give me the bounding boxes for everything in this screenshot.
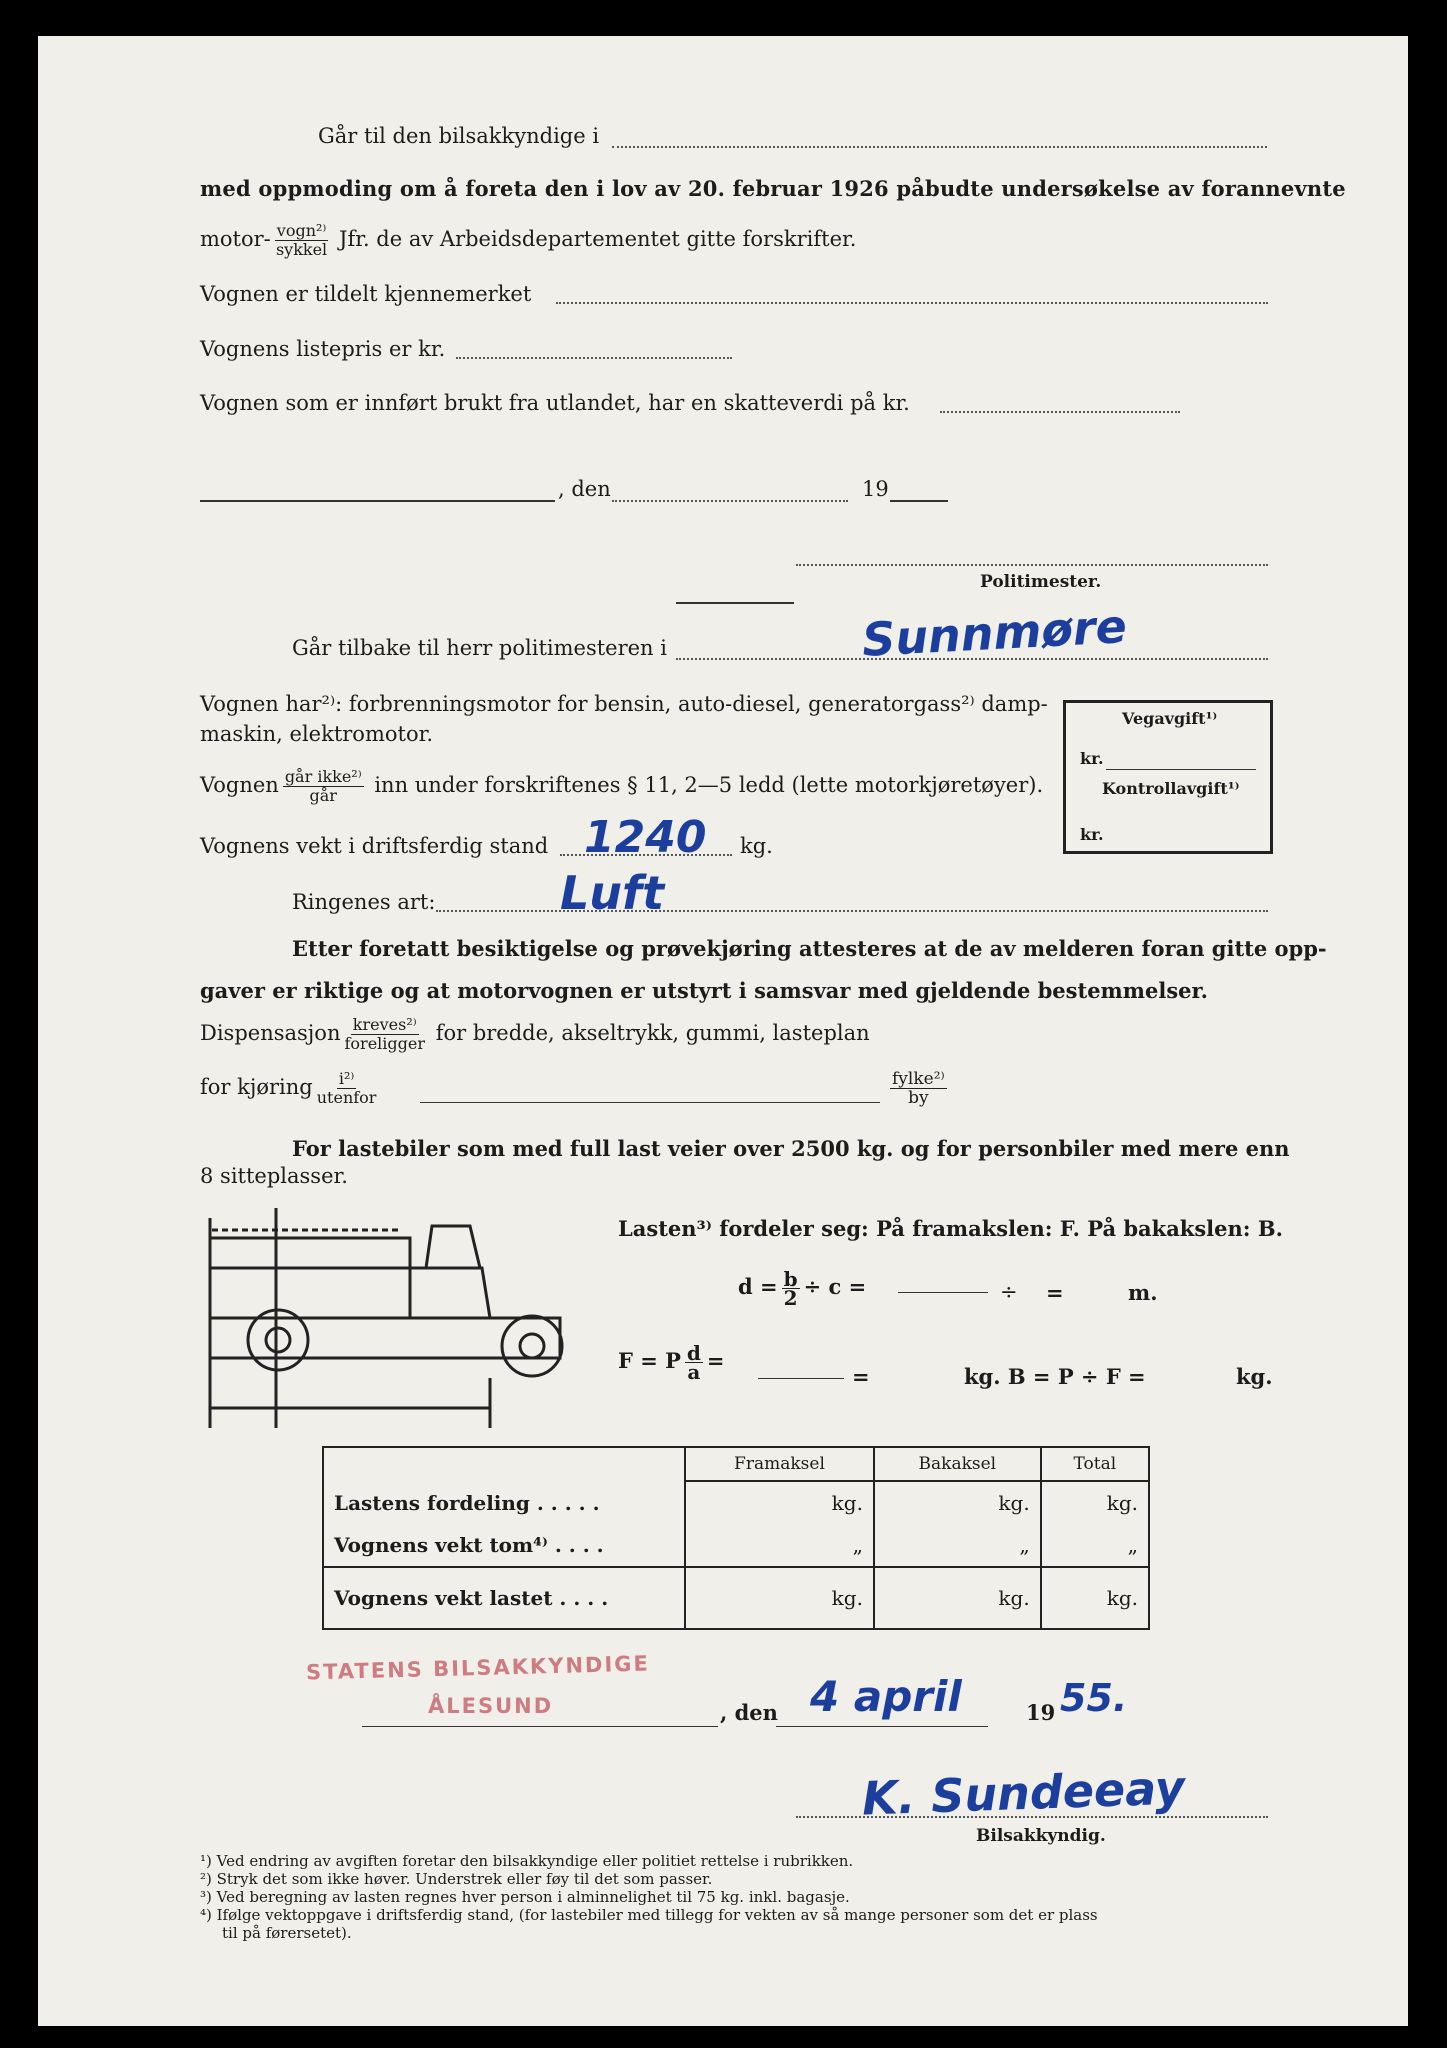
header-line2: med oppmoding om å foreta den i lov av 20. februar 1926 påbudte undersøkelse av forannevnte — [200, 176, 1346, 201]
f-eq2: = — [852, 1364, 870, 1389]
unit: „ — [852, 1533, 863, 1557]
ringer-label: Ringenes art: — [292, 890, 436, 914]
skatteverdi-field[interactable] — [940, 411, 1180, 413]
kjoring-top: i²⁾ — [338, 1069, 355, 1088]
gaar-suffix: inn under forskriftenes § 11, 2—5 ledd (lette motorkjøretøyer). — [374, 773, 1044, 797]
d-formula-mid: ÷ c = — [803, 1274, 867, 1299]
load-distribution-table — [322, 1446, 1150, 1630]
listepris-field[interactable] — [456, 357, 732, 359]
kr2-label: kr. — [1080, 825, 1104, 844]
fylke-top: fylke²⁾ — [892, 1069, 945, 1089]
f-formula — [618, 1341, 725, 1384]
table-header-row — [323, 1447, 1149, 1481]
unit: „ — [1127, 1533, 1138, 1557]
d-formula — [738, 1267, 867, 1310]
cell[interactable] — [685, 1481, 874, 1524]
fylke-fraction — [886, 1070, 951, 1107]
motor-fraction — [275, 222, 329, 259]
disp-bottom: foreligger — [344, 1034, 425, 1053]
footnote-3: ³) Ved beregning av lasten regnes hver person i alminnelighet til 75 kg. inkl. bagasje. — [200, 1888, 850, 1906]
div-sign: ÷ — [1000, 1280, 1018, 1304]
kjoring-bottom: utenfor — [316, 1088, 377, 1107]
date-field[interactable] — [612, 500, 848, 502]
a-bottom: a — [687, 1360, 701, 1384]
kjennemerke-field[interactable] — [556, 302, 1268, 304]
attest-line2: gaver er riktige og at motorvognen er utstyrt i samsvar med gjeldende bestemmelser. — [200, 978, 1208, 1003]
unit: kg. — [1106, 1586, 1138, 1610]
cell[interactable] — [1041, 1567, 1149, 1629]
footnote-4-cont: til på førersetet). — [222, 1924, 352, 1942]
tilbake-label: Går tilbake til herr politimesteren i — [292, 636, 667, 660]
kg-end: kg. — [1236, 1364, 1273, 1389]
header-total: Total — [1041, 1447, 1149, 1481]
d-formula-left: d = — [738, 1274, 778, 1299]
stamp-line1: STATENS BILSAKKYNDIGE — [305, 1651, 651, 1685]
har-line2: maskin, elektromotor. — [200, 722, 433, 746]
gaar-prefix: Vognen — [200, 773, 279, 797]
gaar-line — [200, 768, 1043, 805]
cell[interactable] — [1041, 1524, 1149, 1567]
vekt-unit: kg. — [740, 834, 773, 858]
year-field[interactable] — [890, 500, 948, 502]
sign-den-label: , den — [720, 1700, 778, 1725]
skatteverdi-label: Vognen som er innført brukt fra utlandet, har en skatteverdi på kr. — [200, 391, 910, 415]
year-label: 19 — [862, 477, 889, 501]
footnote-2: ²) Stryk det som ikke høver. Understrek eller føy til det som passer. — [200, 1870, 713, 1888]
unit: kg. — [1106, 1491, 1138, 1515]
b-bottom: 2 — [783, 1286, 798, 1310]
d-value-field[interactable] — [898, 1292, 988, 1293]
signature-handwriting: K. Sundeeay — [861, 1760, 1186, 1826]
table-row — [323, 1567, 1149, 1629]
fylke-bottom: by — [908, 1088, 929, 1108]
d-top: d — [686, 1341, 701, 1365]
lasten-label: Lasten³⁾ fordeler seg: På framakslen: F. På bakakslen: B. — [618, 1216, 1283, 1241]
table-corner — [323, 1447, 685, 1481]
eq-sign: = — [1046, 1280, 1064, 1305]
header-framaksel: Framaksel — [685, 1447, 874, 1481]
vekt-handwriting: 1240 — [584, 812, 707, 863]
da-fraction — [685, 1341, 703, 1384]
disp-top: kreves²⁾ — [352, 1015, 417, 1034]
lastebil-intro-line1: For lastebiler som med full last veier over 2500 kg. og for personbiler med mere enn — [292, 1136, 1290, 1161]
listepris-label: Vognens listepris er kr. — [200, 337, 446, 361]
cell[interactable] — [685, 1567, 874, 1629]
vekt-label: Vognens vekt i driftsferdig stand — [200, 834, 549, 858]
bilsakkyndig-label: Bilsakkyndig. — [976, 1826, 1106, 1846]
sign-year-prefix: 19 — [1026, 1700, 1056, 1725]
ringer-handwriting: Luft — [560, 866, 665, 920]
motor-frac-top: vogn²⁾ — [276, 221, 327, 240]
motor-line — [200, 222, 856, 259]
unit: kg. — [831, 1491, 863, 1515]
disp-fraction — [344, 1016, 425, 1053]
cell[interactable] — [874, 1481, 1041, 1524]
date-handwriting: 4 april — [810, 1672, 962, 1721]
gaar-bottom: går — [309, 786, 337, 805]
fee-box — [1063, 700, 1273, 854]
gaar-top: går ikke²⁾ — [284, 767, 362, 786]
row-lastet-label: Vognens vekt lastet . . . . — [323, 1567, 685, 1629]
header-line1: Går til den bilsakkyndige i — [318, 124, 600, 148]
kg-b-label: kg. B = P ÷ F = — [964, 1364, 1146, 1389]
f-formula-left: F = P — [618, 1348, 681, 1373]
unit: kg. — [998, 1586, 1030, 1610]
lastebil-intro-line2: 8 sitteplasser. — [200, 1164, 348, 1188]
kjoring-field[interactable] — [420, 1102, 880, 1103]
har-line1: Vognen har²⁾: forbrenningsmotor for bensin, auto-diesel, generatorgass²⁾ damp- — [200, 692, 1048, 716]
cell[interactable] — [1041, 1481, 1149, 1524]
cell[interactable] — [874, 1524, 1041, 1567]
gaar-fraction — [283, 768, 364, 805]
vegavgift-field[interactable] — [1106, 769, 1256, 770]
row-lastens-label: Lastens fordeling . . . . . — [323, 1481, 685, 1524]
motor-prefix: motor- — [200, 227, 271, 251]
sign-date-field[interactable] — [776, 1726, 988, 1727]
place-field[interactable] — [200, 500, 555, 502]
kr1-label: kr. — [1080, 749, 1104, 768]
bilsakkyndig-signature-field[interactable] — [796, 1816, 1268, 1818]
year-handwriting: 55. — [1060, 1676, 1128, 1720]
place-signature-field[interactable] — [362, 1726, 718, 1727]
unit: „ — [1019, 1533, 1030, 1557]
kjoring-prefix: for kjøring — [200, 1075, 313, 1099]
politimester-signature-field[interactable] — [796, 564, 1268, 566]
row-tom-label: Vognens vekt tom⁴⁾ . . . . — [323, 1524, 685, 1567]
truck-diagram-icon — [200, 1208, 580, 1430]
f-eq: = — [706, 1348, 725, 1373]
unit: kg. — [998, 1491, 1030, 1515]
den-label: , den — [558, 477, 611, 501]
kjoring-line — [200, 1070, 380, 1107]
motor-frac-bottom: sykkel — [275, 240, 328, 259]
kjennemerke-label: Vognen er tildelt kjennemerket — [200, 282, 532, 306]
m-unit: m. — [1128, 1280, 1158, 1305]
disp-line — [200, 1016, 870, 1053]
divider — [676, 602, 794, 604]
politimester-label: Politimester. — [980, 572, 1102, 592]
cell[interactable] — [685, 1524, 874, 1567]
tilbake-handwriting: Sunnmøre — [860, 599, 1129, 667]
motor-suffix: Jfr. de av Arbeidsdepartementet gitte forskrifter. — [339, 227, 857, 251]
bilsakkyndig-field[interactable] — [612, 146, 1267, 148]
disp-suffix: for bredde, akseltrykk, gummi, lasteplan — [435, 1021, 870, 1045]
vegavgift-label: Vegavgift¹⁾ — [1122, 709, 1218, 728]
f-value-field[interactable] — [758, 1378, 844, 1379]
footnote-4: ⁴) Ifølge vektoppgave i driftsferdig stand, (for lastebiler med tillegg for vekten av så mange personer som det er plass — [200, 1906, 1098, 1924]
attest-line1: Etter foretatt besiktigelse og prøvekjøring attesteres at de av melderen foran gitte opp- — [292, 936, 1327, 961]
b-top: b — [783, 1267, 798, 1291]
kjoring-fraction — [317, 1070, 377, 1107]
stamp-line2: ÅLESUND — [428, 1694, 554, 1718]
b-fraction — [782, 1267, 800, 1310]
disp-prefix: Dispensasjon — [200, 1021, 341, 1045]
footnote-1: ¹) Ved endring av avgiften foretar den bilsakkyndige eller politiet rettelse i rubrikken. — [200, 1852, 854, 1870]
table-row — [323, 1524, 1149, 1567]
header-bakaksel: Bakaksel — [874, 1447, 1041, 1481]
kontrollavgift-label: Kontrollavgift¹⁾ — [1102, 779, 1240, 798]
unit: kg. — [831, 1586, 863, 1610]
table-row — [323, 1481, 1149, 1524]
cell[interactable] — [874, 1567, 1041, 1629]
